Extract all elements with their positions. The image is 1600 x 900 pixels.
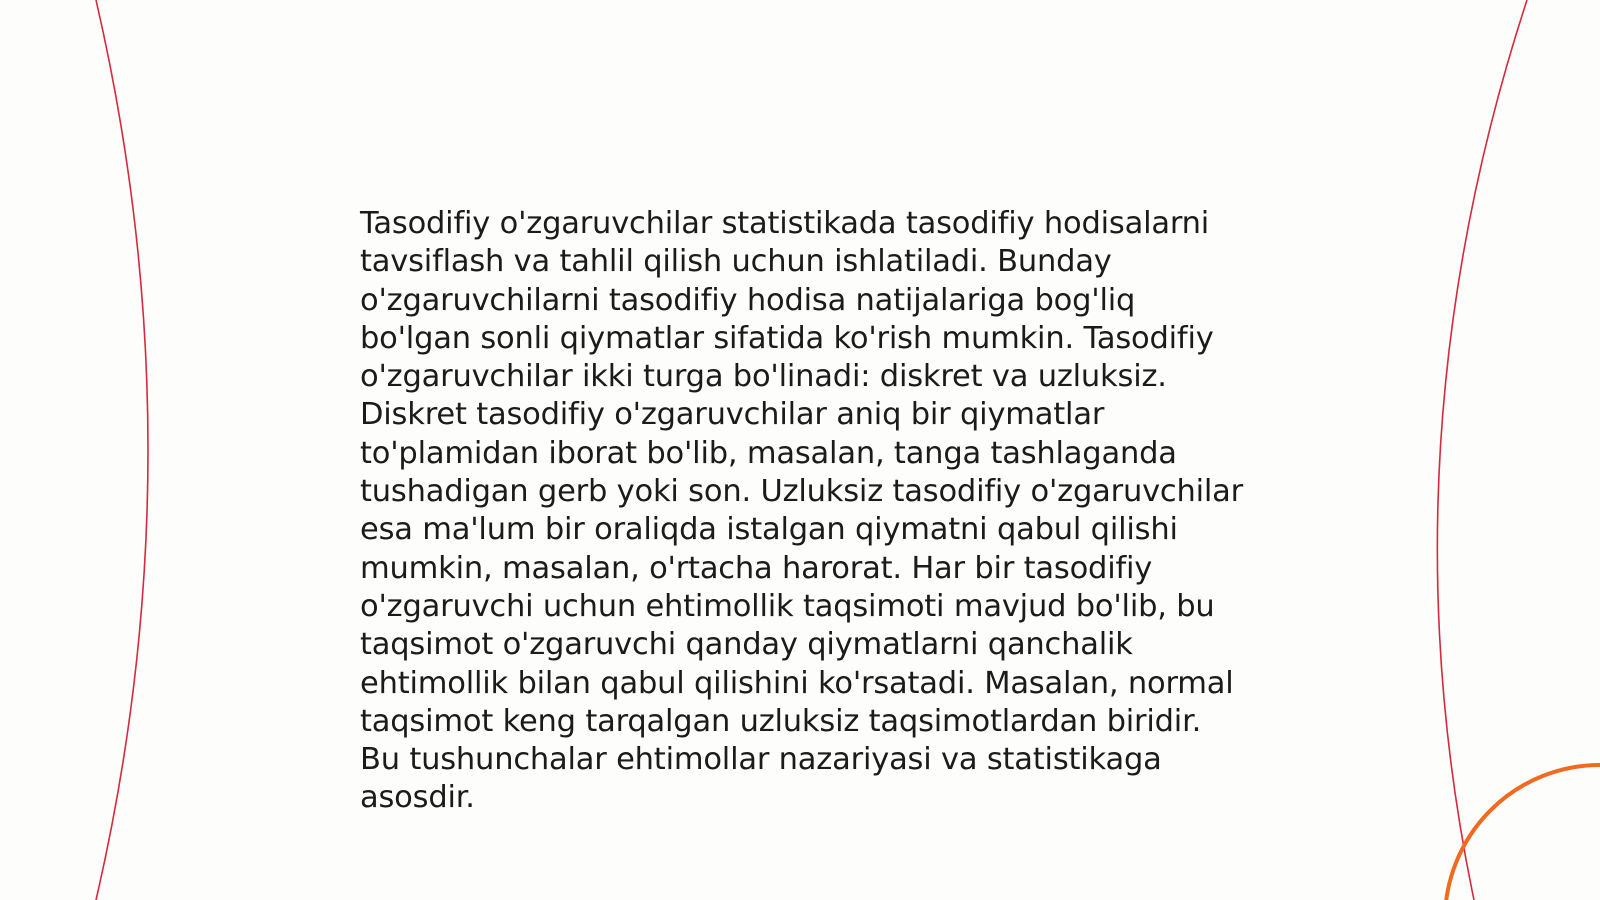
orange-accent-arc [1445, 765, 1600, 900]
right-curve-line [1437, 0, 1527, 900]
left-curve-line [96, 0, 148, 900]
slide-body-text: Tasodifiy o'zgaruvchilar statistikada tasodifiy hodisalarni tavsiflash va tahlil qilish uchun ishlatiladi. Bunday o'zgaruvchilarni tasodifiy hodisa natijalariga bog'liq bo'lgan sonli qiymatlar sifatida ko'rish mumkin. Tasodifiy o'zgaruvchilar ikki turga bo'linadi: diskret va uzluksiz. Diskret tasodifiy o'zgaruvchilar aniq bir qiymatlar to'plamidan iborat bo'lib, masalan, tanga tashlaganda tushadigan gerb yoki son. Uzluksiz tasodifiy o'zgaruvchilar esa ma'lum bir oraliqda istalgan qiymatni qabul qilishi mumkin, masalan, o'rtacha harorat. Har bir tasodifiy o'zgaruvchi uchun ehtimollik taqsimoti mavjud bo'lib, bu taqsimot o'zgaruvchi qanday qiymatlarni qanchalik ehtimollik bilan qabul qilishini ko'rsatadi. Masalan, normal taqsimot keng tarqalgan uzluksiz taqsimotlardan biridir. Bu tushunchalar ehtimollar nazariyasi va statistikaga asosdir. [360, 206, 1244, 816]
